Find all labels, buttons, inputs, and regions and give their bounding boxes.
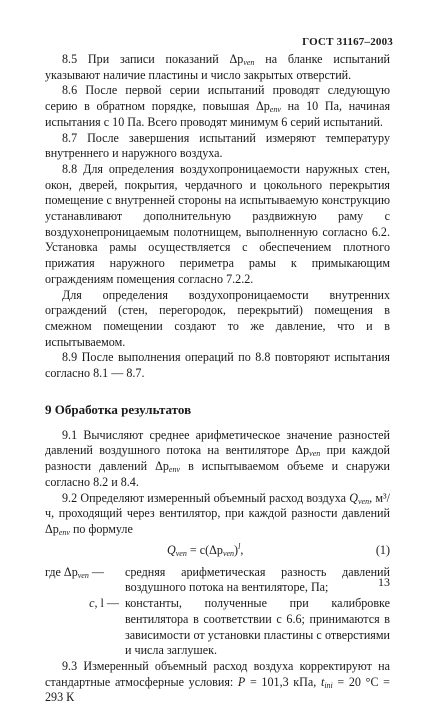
paragraph-8-8-internal: Для определения воздухопроницаемости внутренних ограждений (стен, перегородок, перекрытий) помещения в смежном помещении создают то же давление, что и в испытываемом. bbox=[45, 287, 390, 349]
page-body bbox=[45, 52, 390, 706]
where-label: где bbox=[45, 564, 61, 579]
definition-text: константы, полученные при калибровке вентилятора в соответствии с 6.6; принимаются в зависимости от установки пластины с отверстиями и числа заглушек. bbox=[125, 596, 390, 658]
standard-header: ГОСТ 31167–2003 bbox=[302, 36, 393, 48]
paragraph-8-6: 8.6 После первой серии испытаний проводят следующую серию в обратном порядке, повышая $\Delta p_{env}$ на 10 Па, начиная испытания с 10 Па. Всего проводят минимум 6 серий испытаний. bbox=[45, 83, 391, 129]
definition-constants bbox=[45, 596, 390, 659]
paragraph-9-2: 9.2 Определяют измеренный объемный расход воздуха $Q_{ven}$, м³/ч, проходящий через вентилятор, при каждой разности давлений $\Delta p_{env}$ по формуле bbox=[45, 490, 390, 537]
formula-expression: $Q_{ven} = c(\Delta p_{ven})^l$, bbox=[167, 541, 244, 558]
paragraph-8-5: 8.5 При записи показаний $\Delta p_{ven}$ на бланке испытаний указывают наличие пластины и число закрытых отверстий. bbox=[45, 52, 391, 82]
paragraph-8-7: 8.7 После завершения испытаний измеряют температуру внутреннего и наружного воздуха. bbox=[45, 130, 390, 161]
formula-number: (1) bbox=[375, 542, 390, 557]
paragraph-9-3: 9.3 Измеренный объемный расход воздуха корректируют на стандартные атмосферные условия: P = 101,3 кПа, $t_{ini} = 20$ °С = 293 К bbox=[45, 658, 390, 705]
page-number: 13 bbox=[378, 575, 390, 589]
formula-1 bbox=[45, 538, 390, 562]
definition-text: средняя арифметическая разность давлений воздушного потока на вентиляторе, Па; bbox=[125, 564, 390, 595]
section-9-title: 9 Обработка результатов bbox=[45, 401, 192, 417]
paragraph-8-9: 8.9 После выполнения операций по 8.8 повторяют испытания согласно 8.1 — 8.7. bbox=[45, 350, 390, 381]
paragraph-8-8: 8.8 Для определения воздухопроницаемости наружных стен, окон, дверей, покрытия, чердачного и цокольного перекрытия помещение с внутренней стороны на испытываемую конструкцию устанавливают дополнительную раздвижную раму с воздухонепроницаемым полотнищем, выполненную согласно 6.2. Установка рамы осуществляется с обеспечением плотного прижатия наружного периметра рамы к примыкающим ограждениям помещения согласно 7.2.2. bbox=[45, 161, 390, 286]
definition-symbol: $\Delta p_{ven}$ — bbox=[63, 564, 104, 580]
definition-symbol: c, l — bbox=[89, 596, 119, 611]
paragraph-9-1: 9.1 Вычисляют среднее арифметическое значение разностей давлений воздушного потока на вентиляторе $\Delta p_{ven}$ при каждой разности давлений $\Delta p_{env}$ в испытываемом объеме и снаружи согласно 8.2 и 8.4. bbox=[45, 427, 390, 489]
definitions bbox=[45, 565, 390, 659]
definition-dp-ven bbox=[45, 565, 390, 596]
